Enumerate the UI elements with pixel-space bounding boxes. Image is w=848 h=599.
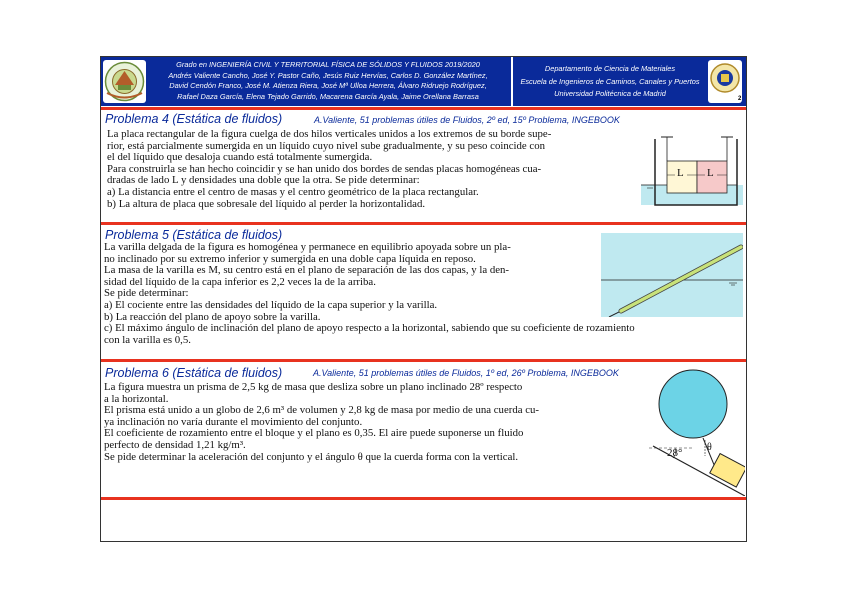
problem6-title: Problema 6 (Estática de fluidos): [105, 366, 283, 380]
problem5-line: Se pide determinar:: [104, 287, 189, 300]
problem6-line: perfecto de densidad 1,21 kg/m³.: [104, 438, 246, 451]
problem4-line: La placa rectangular de la figura cuelga de dos hilos verticales unidos a los extremos de su borde supe-: [107, 128, 552, 140]
problem4-line: Para construirla se han hecho coincidir y se han unido dos bordes de sendas placas homogéneas cua-: [107, 162, 542, 175]
problem5-line: no inclinado por su extremo inferior y sumergida en una doble capa líquida en reposo.: [104, 252, 476, 265]
university-seal-logo: [708, 60, 742, 103]
problem5-line: La masa de la varilla es M, su centro está en el plano de separación de las dos capas, y la den-: [104, 264, 510, 277]
plate-length-label: L: [677, 167, 684, 179]
problem4-source: A.Valiente, 51 problemas útiles de Fluidos, 2º ed, 15º Problema, INGEBOOK: [314, 115, 620, 125]
plate-length-label: L: [707, 167, 714, 179]
section-rule: [101, 497, 746, 500]
problem6-line: ya inclinación no varía durante el movimiento del conjunto.: [104, 415, 363, 428]
problem6-statement: [104, 382, 634, 463]
hanging-plate-figure: [641, 131, 745, 227]
header-right-line: Universidad Politécnica de Madrid: [554, 89, 666, 98]
header-divider: [511, 57, 513, 106]
problem5-line: con la varilla es 0,5.: [104, 333, 191, 346]
problem6-source: A.Valiente, 51 problemas útiles de Fluidos, 1º ed, 26º Problema, INGEBOOK: [313, 368, 619, 378]
rope-angle-label: θ: [707, 442, 712, 453]
school-crest-logo: [103, 60, 146, 103]
header-left-line: Rafael Daza García, Elena Tejado Garrido, Macarena García Ayala, Jaime Orellana Barrasa: [177, 91, 479, 101]
section-rule: [101, 222, 746, 225]
rod-two-layer-figure: [601, 233, 743, 317]
problem4-line: b) La altura de placa que sobresale del líquido al perder la horizontalidad.: [107, 197, 426, 210]
incline-angle-label: 28°: [667, 447, 683, 459]
department-info: [514, 63, 706, 101]
problem5-line: La varilla delgada de la figura es homogénea y permanece en equilibrio apoyada sobre un pla-: [104, 241, 511, 253]
problem6-line: a la horizontal.: [104, 392, 169, 405]
problem5-line: sidad del líquido de la capa inferior es 2,2 veces la de la arriba.: [104, 275, 376, 288]
problem4-statement: [107, 129, 637, 210]
problem5-title: Problema 5 (Estática de fluidos): [105, 228, 283, 242]
problem5-line: a) El cociente entre las densidades del líquido de la capa superior y la varilla.: [104, 298, 438, 311]
balloon-incline-figure: [645, 368, 745, 496]
header-left-line: Andrés Valiente Cancho, José Y. Pastor Caño, Jesús Ruiz Hervías, Carlos D. González Martínez,: [168, 70, 488, 80]
problem5-line: c) El máximo ángulo de inclinación del plano de apoyo respecto a la horizontal, sabiendo que su coeficiente de rozamiento: [104, 322, 635, 335]
header-right-line: Departamento de Ciencia de Materiales: [544, 64, 676, 73]
problem4-line: rior, está parcialmente sumergida en un líquido cuyo nivel sube gradualmente, y su peso coincide con: [107, 139, 546, 152]
problem5-line: b) La reacción del plano de apoyo sobre la varilla.: [104, 310, 321, 323]
problem4-line: dradas de lado L y densidades una doble que la otra. Se pide determinar:: [107, 174, 420, 187]
problem4-title: Problema 4 (Estática de fluidos): [105, 112, 283, 126]
problem6-line: La figura muestra un prisma de 2,5 kg de masa que desliza sobre un plano inclinado 28º respecto: [104, 381, 523, 393]
section-rule: [101, 107, 746, 110]
header-right-line: Escuela de Ingenieros de Caminos, Canales y Puertos: [520, 76, 700, 86]
page-number: 2: [738, 96, 742, 102]
course-and-authors: [149, 60, 507, 102]
slide-frame: [100, 56, 747, 542]
header-left-line: David Cendón Franco, José M. Atienza Riera, José Mª Ulloa Herrera, Álvaro Ridruejo Rodríguez,: [169, 81, 487, 91]
problem4-line: a) La distancia entre el centro de masas y el centro geométrico de la placa rectangular.: [107, 185, 479, 198]
header-banner: [101, 57, 746, 106]
problem6-line: Se pide determinar la aceleración del conjunto y el ángulo θ que la cuerda forma con la vertical.: [104, 450, 519, 463]
header-left-line: Grado en INGENIERÍA CIVIL Y TERRITORIAL FÍSICA DE SÓLIDOS Y FLUIDOS 2019/2020: [176, 60, 480, 69]
problem6-line: El coeficiente de rozamiento entre el bloque y el plano es 0,35. El aire puede suponerse un fluido: [104, 427, 524, 440]
problem4-line: el del líquido que desaloja cuando está totalmente sumergida.: [107, 151, 373, 164]
section-rule: [101, 359, 746, 362]
problem6-line: El prisma está unido a un globo de 2,6 m³ de volumen y 2,8 kg de masa por medio de una cuerda cu-: [104, 404, 540, 417]
